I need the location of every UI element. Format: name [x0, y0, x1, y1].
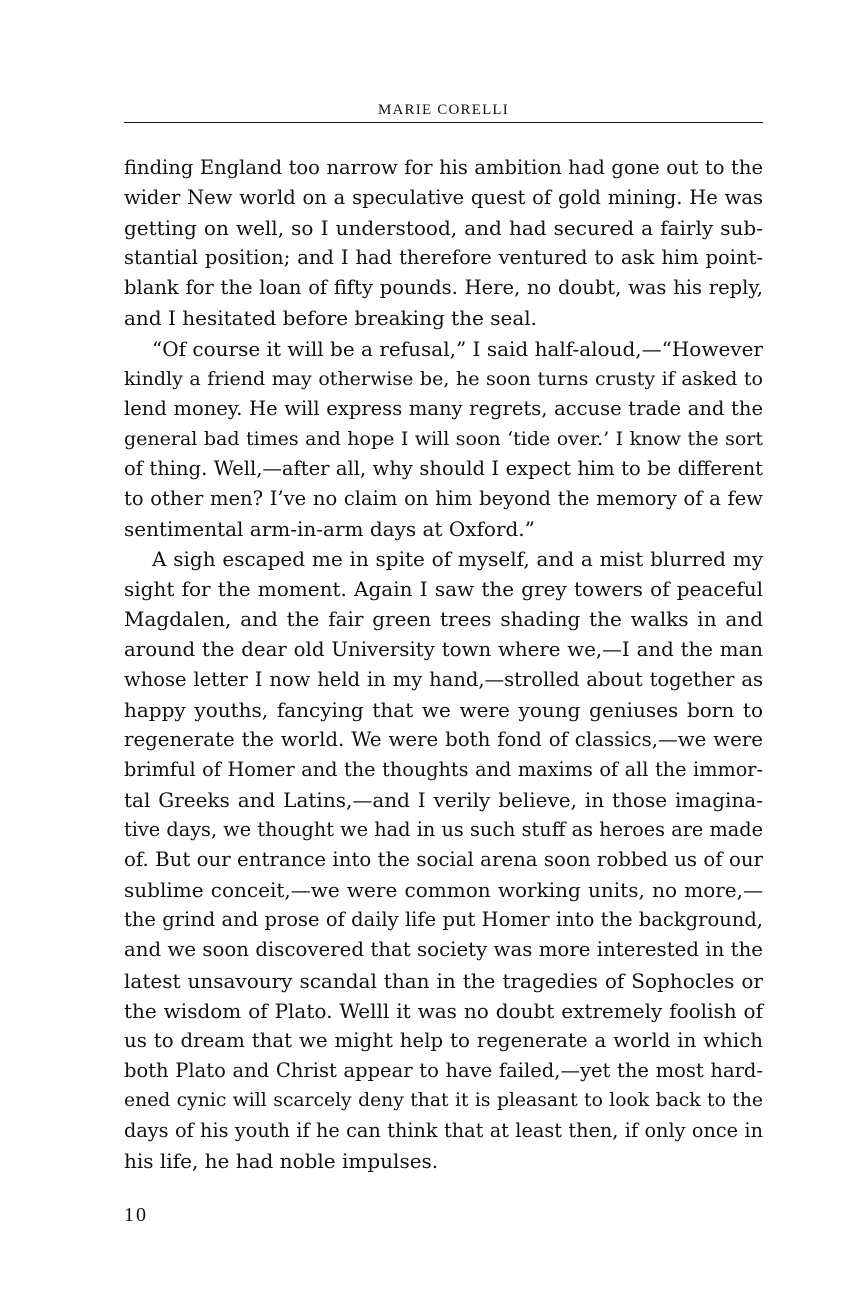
- text-line: to other men? I’ve no claim on him beyond the memory of a few: [124, 487, 763, 511]
- text-line: sentimental arm-in-arm days at Oxford.”: [124, 517, 535, 542]
- running-head: MARIE CORELLI: [377, 102, 509, 118]
- text-line: kindly a friend may otherwise be, he soon turns crusty if asked to: [124, 367, 763, 390]
- text-line: his life, he had noble impulses.: [124, 1149, 439, 1174]
- text-line: general bad times and hope I will soon ‘tide over.’ I know the sort: [124, 427, 763, 450]
- text-line: brimful of Homer and the thoughts and maxims of all the immor-: [124, 757, 763, 781]
- text-line: tal Greeks and Latins,—and I verily believe, in those imagina-: [124, 787, 763, 812]
- body-text: [124, 153, 763, 1176]
- text-line: latest unsavoury scandal than in the tragedies of Sophocles or: [124, 968, 763, 993]
- text-line: of thing. Well,—after all, why should I expect him to be different: [124, 456, 763, 480]
- text-line: happy youths, fancying that we were young geniuses born to: [124, 697, 763, 722]
- text-line: “Of course it will be a refusal,” I said half-aloud,—“However: [152, 336, 763, 361]
- text-line: ened cynic will scarcely deny that it is pleasant to look back to the: [124, 1089, 763, 1111]
- text-line: the wisdom of Plato. Welll it was no doubt extremely foolish of: [124, 998, 763, 1023]
- text-line: finding England too narrow for his ambition had gone out to the: [124, 156, 763, 179]
- text-line: and we soon discovered that society was more interested in the: [124, 938, 763, 962]
- text-line: both Plato and Christ appear to have failed,—yet the most hard-: [124, 1058, 763, 1082]
- text-line: and I hesitated before breaking the seal.: [124, 306, 537, 331]
- text-line: regenerate the world. We were both fond of classics,—we were: [124, 727, 763, 751]
- text-line: stantial position; and I had therefore ventured to ask him point-: [124, 246, 763, 270]
- text-line: whose letter I now held in my hand,—strolled about together as: [124, 667, 763, 691]
- text-line: tive days, we thought we had in us such stuff as heroes are made: [124, 818, 763, 842]
- text-line: sublime conceit,—we were common working units, no more,—: [124, 878, 763, 903]
- text-line: us to dream that we might help to regenerate a world in which: [124, 1028, 763, 1052]
- text-line: getting on well, so I understood, and had secured a fairly sub-: [124, 216, 763, 241]
- text-line: of. But our entrance into the social arena soon robbed us of our: [124, 848, 763, 872]
- text-line: blank for the loan of fifty pounds. Here, no doubt, was his reply,: [124, 276, 763, 300]
- text-line: wider New world on a speculative quest of gold mining. He was: [124, 186, 763, 210]
- text-line: the grind and prose of daily life put Homer into the background,: [124, 908, 763, 932]
- text-line: sight for the moment. Again I saw the grey towers of peaceful: [124, 577, 763, 602]
- header-rule: [124, 122, 763, 123]
- text-line: A sigh escaped me in spite of myself, and a mist blurred my: [152, 547, 763, 572]
- text-line: days of his youth if he can think that at least then, if only once in: [124, 1119, 763, 1142]
- text-line: around the dear old University town where we,—I and the man: [124, 637, 763, 661]
- text-line: lend money. He will express many regrets, accuse trade and the: [124, 396, 763, 420]
- page-number: 10: [124, 1204, 148, 1226]
- text-line: Magdalen, and the fair green trees shading the walks in and: [124, 607, 763, 632]
